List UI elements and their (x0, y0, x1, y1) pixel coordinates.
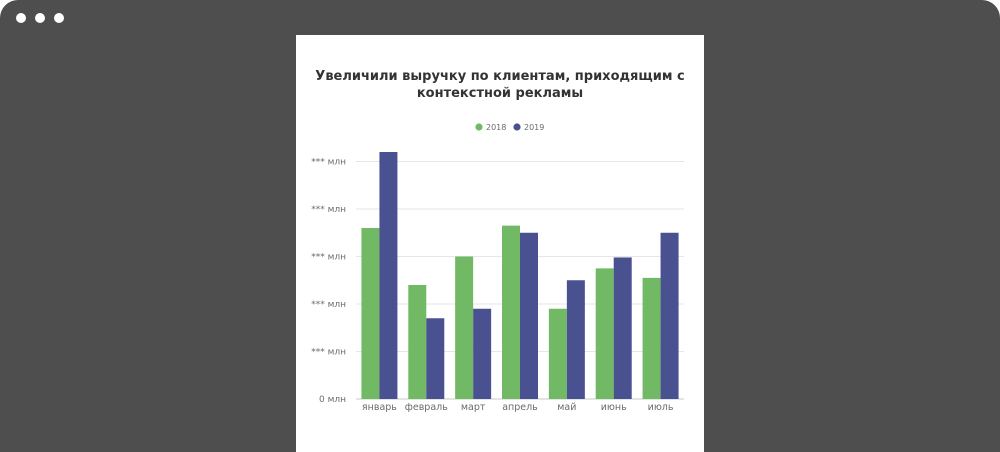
bar-2019-4 (567, 280, 585, 399)
y-tick-label: *** млн (311, 347, 346, 358)
bar-2018-1 (408, 285, 426, 399)
bar-2018-5 (596, 268, 614, 399)
chart-title: Увеличили выручку по клиентам, приходящим с контекстной рекламы (315, 69, 685, 101)
window-dot-3[interactable] (54, 13, 64, 23)
legend-label-2019: 2019 (524, 123, 545, 132)
x-category-label: февраль (404, 402, 448, 413)
y-tick-label: *** млн (311, 157, 346, 168)
legend-label-2018: 2018 (486, 123, 507, 132)
x-category-label: март (460, 402, 486, 413)
y-tick-label: *** млн (311, 252, 346, 263)
y-tick-label: 0 млн (318, 395, 346, 405)
bar-2019-6 (661, 233, 679, 399)
x-category-label: июнь (600, 402, 627, 413)
bar-2019-0 (379, 152, 397, 399)
window-controls (16, 13, 64, 23)
chart-card (296, 35, 704, 452)
bar-2018-4 (549, 309, 567, 399)
bar-2019-1 (426, 318, 444, 399)
x-category-label: июль (647, 402, 674, 413)
y-tick-label: *** млн (311, 205, 346, 215)
x-category-label: апрель (502, 402, 538, 413)
bar-2018-3 (502, 226, 520, 399)
x-category-label: май (557, 402, 577, 413)
legend-marker-2018 (475, 123, 482, 130)
bar-2019-2 (473, 309, 491, 399)
bar-2018-2 (455, 257, 473, 400)
x-category-label: январь (361, 402, 397, 413)
y-tick-label: *** млн (311, 300, 346, 310)
bar-2019-3 (520, 233, 538, 399)
bar-2019-5 (614, 257, 632, 399)
bar-chart (296, 35, 704, 452)
legend-marker-2019 (513, 123, 520, 130)
bar-2018-0 (361, 228, 379, 399)
window-dot-1[interactable] (16, 13, 26, 23)
window-dot-2[interactable] (35, 13, 45, 23)
bar-2018-6 (643, 278, 661, 399)
